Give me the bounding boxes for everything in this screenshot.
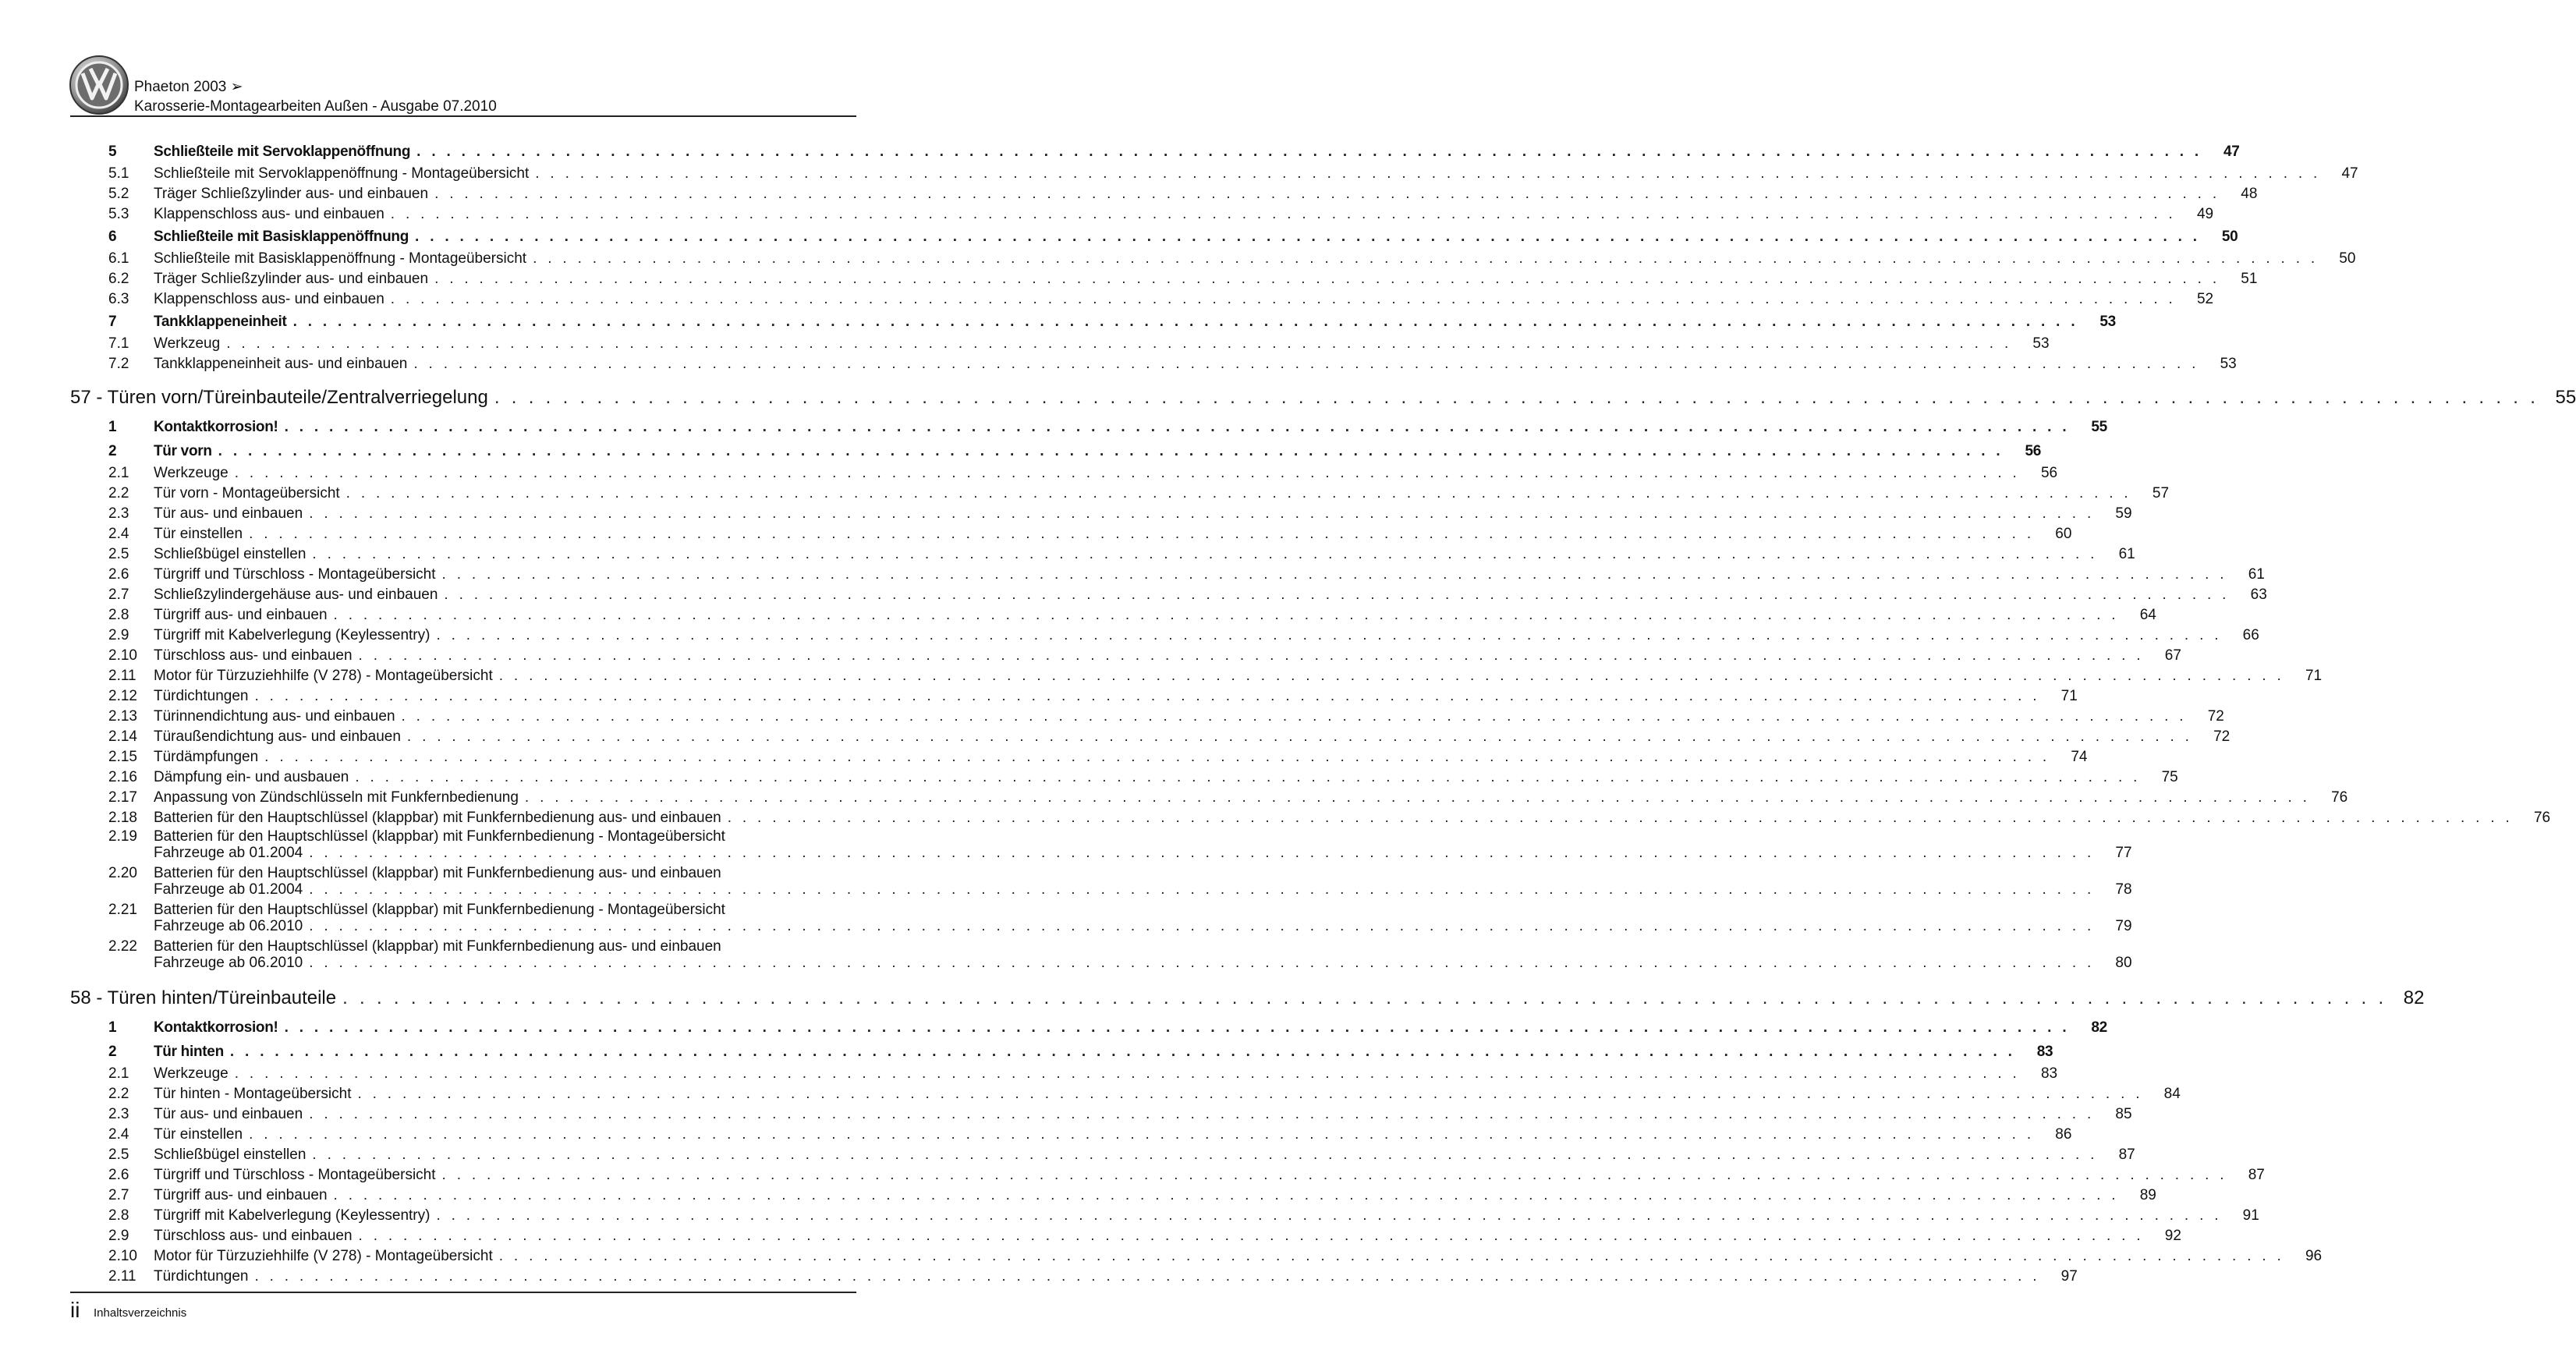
toc-entry-title: Motor für Türzuziehhilfe (V 278) - Montageübersicht xyxy=(154,1248,493,1264)
toc-entry[interactable] xyxy=(70,524,2072,544)
toc-entry[interactable] xyxy=(70,439,2042,463)
toc-leader-dots: . . . . . . . . . . . . . . . . . . . . . . . . . . . . . . . . . . . . . . . . . . . . . . . . . . . . . . . . . . . . . . . . . . . . . . . . . . . . . . . . . . . . . . . . . . . . . . . . . . . . . . . . . . . . . . . . . . . . . . . . xyxy=(333,607,2119,623)
toc-page-number: 82 xyxy=(2091,1019,2107,1036)
toc-entry-title: Tür einstellen xyxy=(154,526,243,542)
toc-leader-dots: . . . . . . . . . . . . . . . . . . . . . . . . . . . . . . . . . . . . . . . . . . . . . . . . . . . . . . . . . . . . . . . . . . . . . . . . . . . . . . . . . . . . . . . . . . . . . . . . . . . . . . . . . . . . . . . . . . . . . . . . xyxy=(494,387,2539,408)
toc-entry-title: Klappenschloss aus- und einbauen xyxy=(154,291,384,307)
toc-page-number: 61 xyxy=(2118,546,2135,562)
toc-entry-title: Türdichtungen xyxy=(154,1268,249,1285)
toc-page-number: 51 xyxy=(2241,271,2258,287)
toc-entry-title: Tür aus- und einbauen xyxy=(154,1106,303,1122)
toc-entry[interactable] xyxy=(70,585,2267,605)
toc-entry[interactable] xyxy=(70,707,2224,727)
toc-leader-dots: . . . . . . . . . . . . . . . . . . . . . . . . . . . . . . . . . . . . . . . . . . . . . . . . . . . . . . . . . . . . . . . . . . . . . . . . . . . . . . . . . . . . . . . . . . . . . . . . . . . . . . . . . . . . . . . . . . . . . . . . xyxy=(434,271,2220,287)
toc-entry[interactable] xyxy=(70,747,2088,767)
toc-page-number: 76 xyxy=(2331,789,2348,806)
toc-entry[interactable] xyxy=(70,184,2258,204)
toc-entry-number: 2.10 xyxy=(108,1248,137,1264)
toc-page-number: 91 xyxy=(2242,1207,2259,1224)
toc-entry-title: Tankklappeneinheit aus- und einbauen xyxy=(154,356,408,372)
toc-page-number: 48 xyxy=(2241,186,2258,202)
toc-entry-title: Türdichtungen xyxy=(154,688,249,704)
toc-page-number: 80 xyxy=(2115,955,2132,971)
toc-entry[interactable] xyxy=(70,767,2178,788)
page-number: ii xyxy=(70,1298,80,1322)
toc-leader-dots: . . . . . . . . . . . . . . . . . . . . . . . . . . . . . . . . . . . . . . . . . . . . . . . . . . . . . . . . . . . . . . . . . . . . . . . . . . . . . . . . . . . . . . . . . . . . . . . . . . . . . . . . . . . . . . . . . . . . . . . . xyxy=(312,1146,2098,1163)
toc-entry-number: 2.8 xyxy=(108,1207,129,1224)
toc-page-number: 52 xyxy=(2196,291,2214,307)
toc-page-number: 67 xyxy=(2164,647,2181,664)
toc-entry[interactable] xyxy=(70,225,2238,249)
toc-leader-dots: . . . . . . . . . . . . . . . . . . . . . . . . . . . . . . . . . . . . . . . . . . . . . . . . . . . . . . . . . . . . . . . . . . . . . . . . . . . . . . . . . . . . . . . . . . . . . . . . . . . . . . . . . . . . . . . . . . . . . . . . xyxy=(535,165,2321,182)
toc-entry-number: 1 xyxy=(108,1019,117,1036)
toc-entry-title: Schließteile mit Basisklappenöffnung xyxy=(154,229,409,245)
toc-page-number: 89 xyxy=(2139,1187,2156,1203)
toc-leader-dots: . . . . . . . . . . . . . . . . . . . . . . . . . . . . . . . . . . . . . . . . . . . . . . . . . . . . . . . . . . . . . . . . . . . . . . . . . . . . . . . . . . . . . . . . . . . . . . . . . . . . . . . . . . . . . . . . . . . . . . . . xyxy=(355,769,2141,785)
toc-entry[interactable] xyxy=(70,463,2058,484)
toc-page-number: 92 xyxy=(2164,1228,2181,1244)
toc-leader-dots: . . . . . . . . . . . . . . . . . . . . . . . . . . . . . . . . . . . . . . . . . . . . . . . . . . . . . . . . . . . . . . . . . . . . . . . . . . . . . . . . . . . . . . . . . . . . . . . . . . . . . . . . . . . . . . . . . . . . . . . . xyxy=(524,789,2311,806)
toc-entry[interactable] xyxy=(70,605,2156,626)
toc-entry[interactable] xyxy=(70,666,2323,686)
toc-page-number: 47 xyxy=(2223,144,2240,160)
toc-entry-number: 2.1 xyxy=(108,1065,129,1082)
toc-entry-title: Werkzeuge xyxy=(154,465,229,481)
toc-entry[interactable] xyxy=(70,544,2135,565)
toc-leader-dots: . . . . . . . . . . . . . . . . . . . . . . . . . . . . . . . . . . . . . . . . . . . . . . . . . . . . . . . . . . . . . . . . . . . . . . . . . . . . . . . . . . . . . . . . . . . . . . . . . . . . . . . . . . . . . . . . . . . . . . . . xyxy=(234,1065,2021,1082)
toc-entry-number: 2.21 xyxy=(108,902,137,918)
toc-leader-dots: . . . . . . . . . . . . . . . . . . . . . . . . . . . . . . . . . . . . . . . . . . . . . . . . . . . . . . . . . . . . . . . . . . . . . . . . . . . . . . . . . . . . . . . . . . . . . . . . . . . . . . . . . . . . . . . . . . . . . . . . xyxy=(406,728,2193,745)
document-subtitle: Karosserie-Montagearbeiten Außen - Ausgabe 07.2010 xyxy=(134,98,497,115)
toc-page-number: 75 xyxy=(2161,769,2178,785)
toc-entry-number: 5 xyxy=(108,144,117,160)
toc-page-number: 55 xyxy=(2555,387,2576,408)
toc-leader-dots: . . . . . . . . . . . . . . . . . . . . . . . . . . . . . . . . . . . . . . . . . . . . . . . . . . . . . . . . . . . . . . . . . . . . . . . . . . . . . . . . . . . . . . . . . . . . . . . . . . . . . . . . . . . . . . . . . . . . . . . . xyxy=(441,1167,2227,1183)
toc-entry[interactable] xyxy=(70,565,2265,585)
toc-entry[interactable] xyxy=(70,1015,2107,1040)
toc-entry[interactable] xyxy=(70,204,2214,225)
toc-leader-dots: . . . . . . . . . . . . . . . . . . . . . . . . . . . . . . . . . . . . . . . . . . . . . . . . . . . . . . . . . . . . . . . . . . . . . . . . . . . . . . . . . . . . . . . . . . . . . . . . . . . . . . . . . . . . . . . . . . . . . . . . xyxy=(249,526,2035,542)
toc-entry[interactable] xyxy=(70,902,2132,938)
toc-page-number: 85 xyxy=(2115,1106,2132,1122)
toc-page-number: 53 xyxy=(2220,356,2237,372)
toc-entry[interactable] xyxy=(70,1267,2078,1287)
toc-entry[interactable] xyxy=(70,808,2551,828)
toc-entry-number: 2.11 xyxy=(108,668,136,684)
toc-entry[interactable] xyxy=(70,334,2050,354)
toc-entry-title-continuation: Fahrzeuge ab 01.2004 xyxy=(154,845,303,861)
toc-leader-dots: . . . . . . . . . . . . . . . . . . . . . . . . . . . . . . . . . . . . . . . . . . . . . . . . . . . . . . . . . . . . . . . . . . . . . . . . . . . . . . . . . . . . . . . . . . . . . . . . . . . . . . . . . . . . . . . . . . . . . . . . xyxy=(292,314,2078,330)
toc-leader-dots: . . . . . . . . . . . . . . . . . . . . . . . . . . . . . . . . . . . . . . . . . . . . . . . . . . . . . . . . . . . . . . . . . . . . . . . . . . . . . . . . . . . . . . . . . . . . . . . . . . . . . . . . . . . . . . . . . . . . . . . . xyxy=(254,688,2040,704)
toc-entry[interactable] xyxy=(70,1104,2132,1125)
toc-entry-number: 2.4 xyxy=(108,1126,129,1143)
toc-entry-title: Tür einstellen xyxy=(154,1126,243,1143)
toc-entry-title: Klappenschloss aus- und einbauen xyxy=(154,206,384,222)
vw-logo xyxy=(69,55,129,115)
toc-entry-title: Tür hinten xyxy=(154,1044,224,1060)
toc-page-number: 53 xyxy=(2032,335,2050,352)
toc-entry-title: Tür aus- und einbauen xyxy=(154,505,303,522)
toc-entry-number: 6.3 xyxy=(108,291,129,307)
toc-entry-number: 1 xyxy=(108,419,117,435)
toc-entry-number: 2.4 xyxy=(108,526,129,542)
toc-entry-number: 2.19 xyxy=(108,828,137,845)
toc-entry-number: 2.14 xyxy=(108,728,137,745)
footer-label: Inhaltsverzeichnis xyxy=(94,1306,187,1320)
toc-page-number: 76 xyxy=(2533,810,2551,826)
toc-entry[interactable] xyxy=(70,626,2259,646)
toc-page-number: 87 xyxy=(2248,1167,2265,1183)
toc-entry[interactable] xyxy=(70,140,2240,164)
toc-entry-number: 2.8 xyxy=(108,607,129,623)
toc-leader-dots: . . . . . . . . . . . . . . . . . . . . . . . . . . . . . . . . . . . . . . . . . . . . . . . . . . . . . . . . . . . . . . . . . . . . . . . . . . . . . . . . . . . . . . . . . . . . . . . . . . . . . . . . . . . . . . . . . . . . . . . . xyxy=(309,918,2095,934)
toc-leader-dots: . . . . . . . . . . . . . . . . . . . . . . . . . . . . . . . . . . . . . . . . . . . . . . . . . . . . . . . . . . . . . . . . . . . . . . . . . . . . . . . . . . . . . . . . . . . . . . . . . . . . . . . . . . . . . . . . . . . . . . . . xyxy=(401,708,2187,725)
toc-page-number: 86 xyxy=(2055,1126,2072,1143)
toc-leader-dots: . . . . . . . . . . . . . . . . . . . . . . . . . . . . . . . . . . . . . . . . . . . . . . . . . . . . . . . . . . . . . . . . . . . . . . . . . . . . . . . . . . . . . . . . . . . . . . . . . . . . . . . . . . . . . . . . . . . . . . . . xyxy=(416,144,2202,160)
toc-page-number: 47 xyxy=(2341,165,2358,182)
toc-entry-number: 2.10 xyxy=(108,647,137,664)
toc-entry-title: Tankklappeneinheit xyxy=(154,314,287,330)
toc-entry-title: Türgriff mit Kabelverlegung (Keylessentry) xyxy=(154,1207,431,1224)
toc-leader-dots: . . . . . . . . . . . . . . . . . . . . . . . . . . . . . . . . . . . . . . . . . . . . . . . . . . . . . . . . . . . . . . . . . . . . . . . . . . . . . . . . . . . . . . . . . . . . . . . . . . . . . . . . . . . . . . . . . . . . . . . . xyxy=(284,419,2070,435)
toc-leader-dots: . . . . . . . . . . . . . . . . . . . . . . . . . . . . . . . . . . . . . . . . . . . . . . . . . . . . . . . . . . . . . . . . . . . . . . . . . . . . . . . . . . . . . . . . . . . . . . . . . . . . . . . . . . . . . . . . . . . . . . . . xyxy=(309,845,2095,861)
toc-entry-title: Anpassung von Zündschlüsseln mit Funkfernbedienung xyxy=(154,789,519,806)
toc-entry-number: 2.18 xyxy=(108,810,137,826)
toc-page-number: 53 xyxy=(2099,314,2116,330)
toc-leader-dots: . . . . . . . . . . . . . . . . . . . . . . . . . . . . . . . . . . . . . . . . . . . . . . . . . . . . . . . . . . . . . . . . . . . . . . . . . . . . . . . . . . . . . . . . . . . . . . . . . . . . . . . . . . . . . . . . . . . . . . . . xyxy=(249,1126,2035,1143)
toc-page-number: 60 xyxy=(2055,526,2072,542)
toc-entry-number: 2.15 xyxy=(108,749,137,765)
header-divider xyxy=(70,115,856,117)
toc-entry-number: 2.6 xyxy=(108,566,129,583)
toc-entry-title: Batterien für den Hauptschlüssel (klappbar) mit Funkfernbedienung - Montageübersicht xyxy=(154,902,725,918)
toc-entry[interactable] xyxy=(70,1206,2259,1226)
toc-entry-title-continuation: Fahrzeuge ab 06.2010 xyxy=(154,918,303,934)
toc-entry-number: 2.5 xyxy=(108,546,129,562)
toc-page-number: 83 xyxy=(2036,1044,2053,1060)
toc-leader-dots: . . . . . . . . . . . . . . . . . . . . . . . . . . . . . . . . . . . . . . . . . . . . . . . . . . . . . . . . . . . . . . . . . . . . . . . . . . . . . . . . . . . . . . . . . . . . . . . . . . . . . . . . . . . . . . . . . . . . . . . . xyxy=(254,1268,2040,1285)
toc-entry-number: 5.2 xyxy=(108,186,129,202)
toc-entry[interactable] xyxy=(70,1125,2072,1145)
toc-entry-title: Türdämpfungen xyxy=(154,749,259,765)
toc-entry-number: 2.2 xyxy=(108,485,129,501)
toc-entry-number: 2.3 xyxy=(108,505,129,522)
toc-entry[interactable] xyxy=(70,938,2132,975)
toc-entry-number: 2.11 xyxy=(108,1268,136,1285)
toc-leader-dots: . . . . . . . . . . . . . . . . . . . . . . . . . . . . . . . . . . . . . . . . . . . . . . . . . . . . . . . . . . . . . . . . . . . . . . . . . . . . . . . . . . . . . . . . . . . . . . . . . . . . . . . . . . . . . . . . . . . . . . . . xyxy=(498,668,2285,684)
toc-entry-title: Batterien für den Hauptschlüssel (klappbar) mit Funkfernbedienung aus- und einbauen xyxy=(154,810,721,826)
toc-entry[interactable] xyxy=(70,504,2132,524)
toc-page-number: 59 xyxy=(2115,505,2132,522)
toc-entry-number: 6.2 xyxy=(108,271,129,287)
toc-entry[interactable] xyxy=(70,788,2348,808)
toc-leader-dots: . . . . . . . . . . . . . . . . . . . . . . . . . . . . . . . . . . . . . . . . . . . . . . . . . . . . . . . . . . . . . . . . . . . . . . . . . . . . . . . . . . . . . . . . . . . . . . . . . . . . . . . . . . . . . . . . . . . . . . . . xyxy=(415,229,2201,245)
toc-leader-dots: . . . . . . . . . . . . . . . . . . . . . . . . . . . . . . . . . . . . . . . . . . . . . . . . . . . . . . . . . . . . . . . . . . . . . . . . . . . . . . . . . . . . . . . . . . . . . . . . . . . . . . . . . . . . . . . . . . . . . . . . xyxy=(390,206,2177,222)
document-title: Phaeton 2003 ➢ xyxy=(134,79,243,95)
toc-entry-number: 2.7 xyxy=(108,1187,129,1203)
toc-entry-title: Schließteile mit Servoklappenöffnung - Montageübersicht xyxy=(154,165,530,182)
toc-entry-title: Tür hinten - Montageübersicht xyxy=(154,1086,352,1102)
toc-entry-number: 7.1 xyxy=(108,335,129,352)
toc-entry-number: 2.12 xyxy=(108,688,137,704)
toc-entry-title: Tür vorn - Montageübersicht xyxy=(154,485,340,501)
toc-entry-title: Schließzylindergehäuse aus- und einbauen xyxy=(154,587,438,603)
toc-entry[interactable] xyxy=(70,354,2237,374)
toc-leader-dots: . . . . . . . . . . . . . . . . . . . . . . . . . . . . . . . . . . . . . . . . . . . . . . . . . . . . . . . . . . . . . . . . . . . . . . . . . . . . . . . . . . . . . . . . . . . . . . . . . . . . . . . . . . . . . . . . . . . . . . . . xyxy=(357,1086,2143,1102)
toc-leader-dots: . . . . . . . . . . . . . . . . . . . . . . . . . . . . . . . . . . . . . . . . . . . . . . . . . . . . . . . . . . . . . . . . . . . . . . . . . . . . . . . . . . . . . . . . . . . . . . . . . . . . . . . . . . . . . . . . . . . . . . . . xyxy=(309,1106,2095,1122)
toc-entry[interactable] xyxy=(70,828,2132,865)
toc-entry[interactable] xyxy=(70,1165,2265,1185)
toc-entry-title: Türgriff mit Kabelverlegung (Keylessentry) xyxy=(154,627,431,643)
footer-divider xyxy=(70,1292,856,1293)
toc-entry-number: 2.9 xyxy=(108,627,129,643)
toc-leader-dots: . . . . . . . . . . . . . . . . . . . . . . . . . . . . . . . . . . . . . . . . . . . . . . . . . . . . . . . . . . . . . . . . . . . . . . . . . . . . . . . . . . . . . . . . . . . . . . . . . . . . . . . . . . . . . . . . . . . . . . . . xyxy=(333,1187,2119,1203)
toc-entry[interactable] xyxy=(70,1040,2053,1064)
toc-leader-dots: . . . . . . . . . . . . . . . . . . . . . . . . . . . . . . . . . . . . . . . . . . . . . . . . . . . . . . . . . . . . . . . . . . . . . . . . . . . . . . . . . . . . . . . . . . . . . . . . . . . . . . . . . . . . . . . . . . . . . . . . xyxy=(358,1228,2144,1244)
toc-page-number: 79 xyxy=(2115,918,2132,934)
toc-entry-number: 2.3 xyxy=(108,1106,129,1122)
toc-entry-number: 7.2 xyxy=(108,356,129,372)
toc-entry-title: Schließteile mit Servoklappenöffnung xyxy=(154,144,411,160)
toc-entry-title: Türgriff aus- und einbauen xyxy=(154,1187,328,1203)
toc-entry-title: Türschloss aus- und einbauen xyxy=(154,647,353,664)
toc-entry-title: Tür vorn xyxy=(154,443,212,459)
toc-page-number: 55 xyxy=(2091,419,2107,435)
toc-leader-dots: . . . . . . . . . . . . . . . . . . . . . . . . . . . . . . . . . . . . . . . . . . . . . . . . . . . . . . . . . . . . . . . . . . . . . . . . . . . . . . . . . . . . . . . . . . . . . . . . . . . . . . . . . . . . . . . . . . . . . . . . xyxy=(358,647,2144,664)
toc-entry[interactable] xyxy=(70,164,2358,184)
toc-leader-dots: . . . . . . . . . . . . . . . . . . . . . . . . . . . . . . . . . . . . . . . . . . . . . . . . . . . . . . . . . . . . . . . . . . . . . . . . . . . . . . . . . . . . . . . . . . . . . . . . . . . . . . . . . . . . . . . . . . . . . . . . xyxy=(434,186,2220,202)
toc-entry[interactable] xyxy=(70,269,2258,289)
toc-leader-dots: . . . . . . . . . . . . . . . . . . . . . . . . . . . . . . . . . . . . . . . . . . . . . . . . . . . . . . . . . . . . . . . . . . . . . . . . . . . . . . . . . . . . . . . . . . . . . . . . . . . . . . . . . . . . . . . . . . . . . . . . xyxy=(441,566,2227,583)
toc-page-number: 66 xyxy=(2242,627,2259,643)
toc-page-number: 49 xyxy=(2196,206,2214,222)
toc-leader-dots: . . . . . . . . . . . . . . . . . . . . . . . . . . . . . . . . . . . . . . . . . . . . . . . . . . . . . . . . . . . . . . . . . . . . . . . . . . . . . . . . . . . . . . . . . . . . . . . . . . . . . . . . . . . . . . . . . . . . . . . . xyxy=(284,1019,2070,1036)
toc-entry-number: 2.6 xyxy=(108,1167,129,1183)
toc-page-number: 74 xyxy=(2071,749,2088,765)
toc-entry[interactable] xyxy=(70,415,2107,439)
toc-leader-dots: . . . . . . . . . . . . . . . . . . . . . . . . . . . . . . . . . . . . . . . . . . . . . . . . . . . . . . . . . . . . . . . . . . . . . . . . . . . . . . . . . . . . . . . . . . . . . . . . . . . . . . . . . . . . . . . . . . . . . . . . xyxy=(309,881,2095,898)
toc-entry-number: 2 xyxy=(108,1044,117,1060)
toc-page-number: 61 xyxy=(2248,566,2265,583)
toc-entry-number: 2.5 xyxy=(108,1146,129,1163)
toc-entry-number: 6.1 xyxy=(108,250,129,267)
toc-entry-number: 2.20 xyxy=(108,865,137,881)
toc-entry-number: 2.1 xyxy=(108,465,129,481)
toc-entry[interactable] xyxy=(70,310,2116,334)
toc-entry-title: Türgriff und Türschloss - Montageübersicht xyxy=(154,1167,436,1183)
toc-entry-number: 2.17 xyxy=(108,789,137,806)
toc-entry[interactable] xyxy=(70,1145,2135,1165)
toc-entry-title: Kontaktkorrosion! xyxy=(154,419,278,435)
table-of-contents xyxy=(70,140,2576,1287)
toc-page-number: 50 xyxy=(2339,250,2356,267)
toc-entry[interactable] xyxy=(70,249,2356,269)
toc-page-number: 72 xyxy=(2213,728,2231,745)
toc-page-number: 96 xyxy=(2305,1248,2323,1264)
toc-entry-title: Batterien für den Hauptschlüssel (klappbar) mit Funkfernbedienung aus- und einbauen xyxy=(154,938,721,955)
toc-page-number: 87 xyxy=(2118,1146,2135,1163)
toc-entry-title: Träger Schließzylinder aus- und einbauen xyxy=(154,271,429,287)
toc-leader-dots: . . . . . . . . . . . . . . . . . . . . . . . . . . . . . . . . . . . . . . . . . . . . . . . . . . . . . . . . . . . . . . . . . . . . . . . . . . . . . . . . . . . . . . . . . . . . . . . . . . . . . . . . . . . . . . . . . . . . . . . . xyxy=(533,250,2319,267)
toc-entry-title: Träger Schließzylinder aus- und einbauen xyxy=(154,186,429,202)
toc-entry-title: Schließbügel einstellen xyxy=(154,1146,306,1163)
toc-entry-title: Dämpfung ein- und ausbauen xyxy=(154,769,349,785)
toc-page-number: 97 xyxy=(2060,1268,2078,1285)
toc-page-number: 64 xyxy=(2139,607,2156,623)
toc-entry-title: Türinnendichtung aus- und einbauen xyxy=(154,708,395,725)
toc-entry[interactable] xyxy=(70,1084,2181,1104)
toc-entry-title-continuation: Fahrzeuge ab 06.2010 xyxy=(154,955,303,971)
toc-chapter[interactable] xyxy=(70,381,2576,415)
toc-entry-title: Schließteile mit Basisklappenöffnung - Montageübersicht xyxy=(154,250,527,267)
toc-page-number: 83 xyxy=(2040,1065,2058,1082)
toc-page-number: 71 xyxy=(2305,668,2323,684)
toc-leader-dots: . . . . . . . . . . . . . . . . . . . . . . . . . . . . . . . . . . . . . . . . . . . . . . . . . . . . . . . . . . . . . . . . . . . . . . . . . . . . . . . . . . . . . . . . . . . . . . . . . . . . . . . . . . . . . . . . . . . . . . . . xyxy=(226,335,2012,352)
toc-leader-dots: . . . . . . . . . . . . . . . . . . . . . . . . . . . . . . . . . . . . . . . . . . . . . . . . . . . . . . . . . . . . . . . . . . . . . . . . . . . . . . . . . . . . . . . . . . . . . . . . . . . . . . . . . . . . . . . . . . . . . . . . xyxy=(436,627,2222,643)
toc-entry[interactable] xyxy=(70,1064,2058,1084)
toc-entry-title: 58 - Türen hinten/Türeinbauteile xyxy=(70,987,337,1008)
toc-entry-number: 6 xyxy=(108,229,117,245)
toc-leader-dots: . . . . . . . . . . . . . . . . . . . . . . . . . . . . . . . . . . . . . . . . . . . . . . . . . . . . . . . . . . . . . . . . . . . . . . . . . . . . . . . . . . . . . . . . . . . . . . . . . . . . . . . . . . . . . . . . . . . . . . . . xyxy=(342,987,2387,1008)
toc-page-number: 72 xyxy=(2207,708,2224,725)
toc-entry-title: Werkzeuge xyxy=(154,1065,229,1082)
toc-page-number: 63 xyxy=(2250,587,2267,603)
toc-leader-dots: . . . . . . . . . . . . . . . . . . . . . . . . . . . . . . . . . . . . . . . . . . . . . . . . . . . . . . . . . . . . . . . . . . . . . . . . . . . . . . . . . . . . . . . . . . . . . . . . . . . . . . . . . . . . . . . . . . . . . . . . xyxy=(444,587,2230,603)
toc-entry[interactable] xyxy=(70,1185,2156,1206)
toc-entry[interactable] xyxy=(70,289,2214,310)
toc-page-number: 71 xyxy=(2060,688,2078,704)
toc-leader-dots: . . . . . . . . . . . . . . . . . . . . . . . . . . . . . . . . . . . . . . . . . . . . . . . . . . . . . . . . . . . . . . . . . . . . . . . . . . . . . . . . . . . . . . . . . . . . . . . . . . . . . . . . . . . . . . . . . . . . . . . . xyxy=(345,485,2132,501)
toc-entry-title: Schließbügel einstellen xyxy=(154,546,306,562)
toc-leader-dots: . . . . . . . . . . . . . . . . . . . . . . . . . . . . . . . . . . . . . . . . . . . . . . . . . . . . . . . . . . . . . . . . . . . . . . . . . . . . . . . . . . . . . . . . . . . . . . . . . . . . . . . . . . . . . . . . . . . . . . . . xyxy=(312,546,2098,562)
toc-entry-number: 2.7 xyxy=(108,587,129,603)
toc-entry-title: Türgriff aus- und einbauen xyxy=(154,607,328,623)
toc-entry[interactable] xyxy=(70,727,2231,747)
toc-entry-number: 2 xyxy=(108,443,117,459)
toc-entry-number: 2.16 xyxy=(108,769,137,785)
toc-leader-dots: . . . . . . . . . . . . . . . . . . . . . . . . . . . . . . . . . . . . . . . . . . . . . . . . . . . . . . . . . . . . . . . . . . . . . . . . . . . . . . . . . . . . . . . . . . . . . . . . . . . . . . . . . . . . . . . . . . . . . . . . xyxy=(413,356,2199,372)
toc-entry[interactable] xyxy=(70,1246,2323,1267)
toc-page-number: 82 xyxy=(2403,987,2425,1008)
toc-entry[interactable] xyxy=(70,865,2132,902)
toc-entry-title-continuation: Fahrzeuge ab 01.2004 xyxy=(154,881,303,898)
toc-entry-number: 2.2 xyxy=(108,1086,129,1102)
toc-entry-title: Motor für Türzuziehhilfe (V 278) - Montageübersicht xyxy=(154,668,493,684)
toc-entry-title: Batterien für den Hauptschlüssel (klappbar) mit Funkfernbedienung - Montageübersicht xyxy=(154,828,725,845)
toc-entry[interactable] xyxy=(70,1226,2181,1246)
toc-leader-dots: . . . . . . . . . . . . . . . . . . . . . . . . . . . . . . . . . . . . . . . . . . . . . . . . . . . . . . . . . . . . . . . . . . . . . . . . . . . . . . . . . . . . . . . . . . . . . . . . . . . . . . . . . . . . . . . . . . . . . . . . xyxy=(234,465,2021,481)
toc-entry-number: 2.13 xyxy=(108,708,137,725)
toc-page-number: 56 xyxy=(2025,443,2042,459)
toc-entry-number: 5.1 xyxy=(108,165,129,182)
toc-leader-dots: . . . . . . . . . . . . . . . . . . . . . . . . . . . . . . . . . . . . . . . . . . . . . . . . . . . . . . . . . . . . . . . . . . . . . . . . . . . . . . . . . . . . . . . . . . . . . . . . . . . . . . . . . . . . . . . . . . . . . . . . xyxy=(390,291,2177,307)
toc-leader-dots: . . . . . . . . . . . . . . . . . . . . . . . . . . . . . . . . . . . . . . . . . . . . . . . . . . . . . . . . . . . . . . . . . . . . . . . . . . . . . . . . . . . . . . . . . . . . . . . . . . . . . . . . . . . . . . . . . . . . . . . . xyxy=(727,810,2514,826)
toc-entry-title: Türschloss aus- und einbauen xyxy=(154,1228,353,1244)
toc-page-number: 78 xyxy=(2115,881,2132,898)
toc-entry-title: Türaußendichtung aus- und einbauen xyxy=(154,728,401,745)
toc-leader-dots: . . . . . . . . . . . . . . . . . . . . . . . . . . . . . . . . . . . . . . . . . . . . . . . . . . . . . . . . . . . . . . . . . . . . . . . . . . . . . . . . . . . . . . . . . . . . . . . . . . . . . . . . . . . . . . . . . . . . . . . . xyxy=(264,749,2050,765)
toc-page-number: 56 xyxy=(2040,465,2058,481)
toc-entry[interactable] xyxy=(70,646,2181,666)
toc-entry[interactable] xyxy=(70,686,2078,707)
toc-chapter[interactable] xyxy=(70,981,2425,1015)
toc-entry-title: Türgriff und Türschloss - Montageübersicht xyxy=(154,566,436,583)
toc-entry[interactable] xyxy=(70,484,2170,504)
toc-entry-title: 57 - Türen vorn/Türeinbauteile/Zentralverriegelung xyxy=(70,387,488,408)
toc-entry-title: Batterien für den Hauptschlüssel (klappbar) mit Funkfernbedienung aus- und einbauen xyxy=(154,865,721,881)
toc-leader-dots: . . . . . . . . . . . . . . . . . . . . . . . . . . . . . . . . . . . . . . . . . . . . . . . . . . . . . . . . . . . . . . . . . . . . . . . . . . . . . . . . . . . . . . . . . . . . . . . . . . . . . . . . . . . . . . . . . . . . . . . . xyxy=(436,1207,2222,1224)
toc-leader-dots: . . . . . . . . . . . . . . . . . . . . . . . . . . . . . . . . . . . . . . . . . . . . . . . . . . . . . . . . . . . . . . . . . . . . . . . . . . . . . . . . . . . . . . . . . . . . . . . . . . . . . . . . . . . . . . . . . . . . . . . . xyxy=(309,505,2095,522)
toc-page-number: 84 xyxy=(2163,1086,2181,1102)
toc-page-number: 50 xyxy=(2221,229,2238,245)
toc-entry-number: 5.3 xyxy=(108,206,129,222)
toc-leader-dots: . . . . . . . . . . . . . . . . . . . . . . . . . . . . . . . . . . . . . . . . . . . . . . . . . . . . . . . . . . . . . . . . . . . . . . . . . . . . . . . . . . . . . . . . . . . . . . . . . . . . . . . . . . . . . . . . . . . . . . . . xyxy=(229,1044,2016,1060)
toc-leader-dots: . . . . . . . . . . . . . . . . . . . . . . . . . . . . . . . . . . . . . . . . . . . . . . . . . . . . . . . . . . . . . . . . . . . . . . . . . . . . . . . . . . . . . . . . . . . . . . . . . . . . . . . . . . . . . . . . . . . . . . . . xyxy=(218,443,2004,459)
toc-entry-title: Kontaktkorrosion! xyxy=(154,1019,278,1036)
toc-entry-number: 2.22 xyxy=(108,938,137,955)
toc-page-number: 77 xyxy=(2115,845,2132,861)
toc-entry-title: Werkzeug xyxy=(154,335,221,352)
toc-leader-dots: . . . . . . . . . . . . . . . . . . . . . . . . . . . . . . . . . . . . . . . . . . . . . . . . . . . . . . . . . . . . . . . . . . . . . . . . . . . . . . . . . . . . . . . . . . . . . . . . . . . . . . . . . . . . . . . . . . . . . . . . xyxy=(498,1248,2285,1264)
toc-entry-number: 2.9 xyxy=(108,1228,129,1244)
toc-entry-number: 7 xyxy=(108,314,117,330)
toc-page-number: 57 xyxy=(2152,485,2170,501)
toc-leader-dots: . . . . . . . . . . . . . . . . . . . . . . . . . . . . . . . . . . . . . . . . . . . . . . . . . . . . . . . . . . . . . . . . . . . . . . . . . . . . . . . . . . . . . . . . . . . . . . . . . . . . . . . . . . . . . . . . . . . . . . . . xyxy=(309,955,2095,971)
